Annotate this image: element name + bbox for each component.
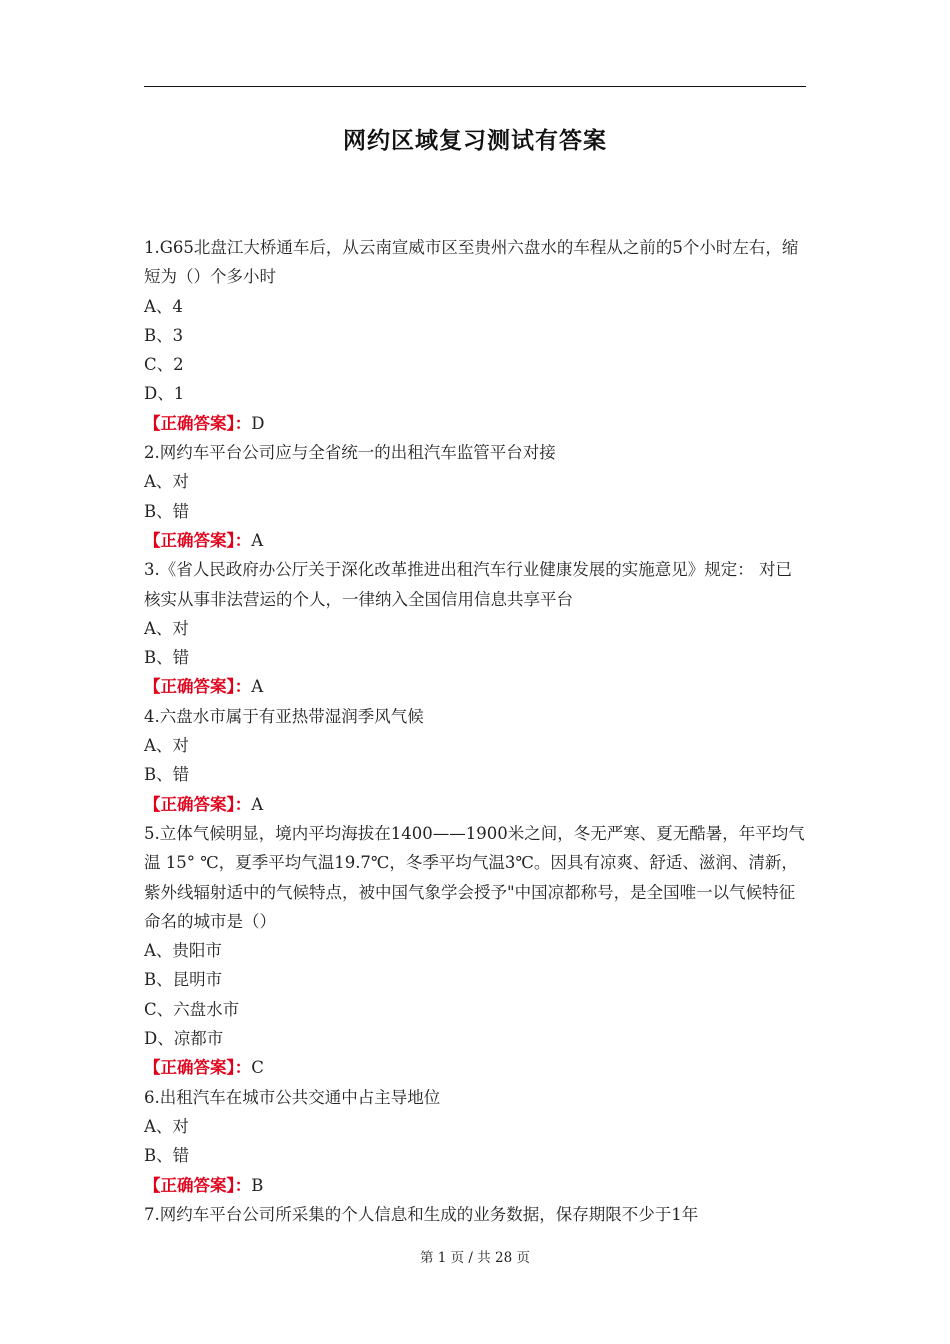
answer-row (144, 1053, 808, 1082)
option: A、对 (144, 618, 189, 638)
answer-value: C (251, 1058, 264, 1078)
question-text: 4.六盘水市属于有亚热带湿润季风气候 (144, 706, 424, 726)
question-text: 3.《省人民政府办公厅关于深化改革推进出租汽车行业健康发展的实施意见》规定： 对已核实从事非法营运的个人，一律纳入全国信用信息共享平台 (144, 560, 792, 609)
option: B、错 (144, 1146, 190, 1166)
option: A、贵阳市 (144, 941, 222, 961)
answer-label: 【正确答案】： (144, 1058, 252, 1078)
question-list (144, 233, 808, 1229)
question-text: 5.立体气候明显，境内平均海拔在1400——1900米之间，冬无严寒、夏无酷暑，年平均气温 15° ℃，夏季平均气温19.7℃，冬季平均气温3℃。因具有凉爽、舒适、滋润、清新，紫外线辐射适中的气候特点，被中国气象学会授予"中国凉都称号，是全国唯一以气候特征命名的城市是（） (144, 823, 805, 931)
question-text: 6.出租汽车在城市公共交通中占主导地位 (144, 1087, 441, 1107)
answer-label: 【正确答案】： (144, 413, 252, 433)
option: B、错 (144, 501, 190, 521)
option: A、对 (144, 1116, 189, 1136)
answer-row (144, 790, 808, 819)
option: A、对 (144, 736, 189, 756)
option: C、2 (144, 355, 184, 375)
option: D、1 (144, 384, 185, 404)
answer-value: D (251, 413, 265, 433)
option: B、错 (144, 765, 190, 785)
option: A、4 (144, 296, 183, 316)
answer-value: A (251, 530, 264, 550)
question-text: 7.网约车平台公司所采集的个人信息和生成的业务数据，保存期限不少于1年 (144, 1204, 699, 1224)
option: A、对 (144, 472, 189, 492)
answer-row (144, 526, 808, 555)
answer-row (144, 409, 808, 438)
option: B、昆明市 (144, 970, 223, 990)
answer-label: 【正确答案】： (144, 677, 252, 697)
answer-label: 【正确答案】： (144, 794, 252, 814)
question-text: 2.网约车平台公司应与全省统一的出租汽车监管平台对接 (144, 443, 556, 463)
question-text: 1.G65北盘江大桥通车后，从云南宣威市区至贵州六盘水的车程从之前的5个小时左右，缩短为（）个多小时 (144, 238, 799, 287)
page-footer: 第 1 页 / 共 28 页 (419, 1250, 531, 1266)
answer-row (144, 1171, 808, 1200)
answer-value: B (251, 1175, 264, 1195)
answer-value: A (251, 794, 264, 814)
answer-label: 【正确答案】： (144, 530, 252, 550)
option: B、错 (144, 648, 190, 668)
document-title: 网约区域复习测试有答案 (343, 127, 607, 154)
answer-row (144, 672, 808, 701)
option: B、3 (144, 325, 184, 345)
answer-label: 【正确答案】： (144, 1175, 252, 1195)
option: D、凉都市 (144, 1029, 224, 1049)
header-rule (144, 86, 806, 87)
option: C、六盘水市 (144, 999, 240, 1019)
answer-value: A (251, 677, 264, 697)
